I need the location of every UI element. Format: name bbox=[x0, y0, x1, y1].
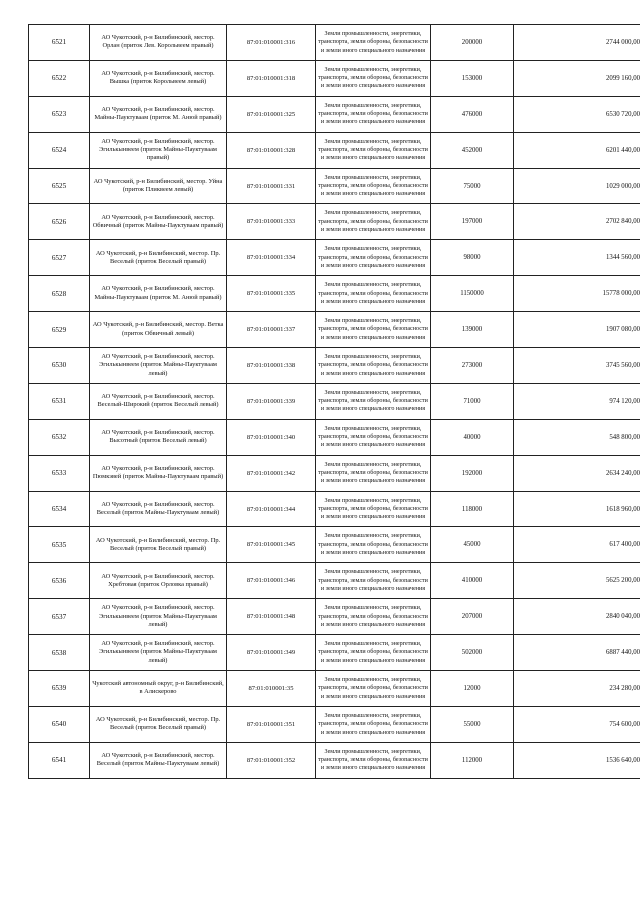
table-row bbox=[29, 204, 640, 240]
cell-category: Земли промышленности, энергетики, транспорта, земли обороны, безопасности и земли иного специального назначения bbox=[318, 425, 428, 449]
area-cell bbox=[431, 706, 514, 742]
land-category-cell bbox=[316, 527, 431, 563]
area-cell bbox=[431, 563, 514, 599]
cadastral-number-cell bbox=[227, 276, 316, 312]
location-cell bbox=[90, 742, 227, 778]
cell-cadastral: 87:01:010001:346 bbox=[246, 577, 296, 585]
cell-location: АО Чукотский, р-н Билибинский, местор. Хребтовая (приток Орловка правый) bbox=[101, 572, 215, 588]
land-category-cell bbox=[316, 96, 431, 132]
cadastral-value-cell bbox=[514, 276, 640, 312]
cell-area: 197000 bbox=[461, 218, 483, 226]
cadastral-number-cell bbox=[227, 419, 316, 455]
cell-location: АО Чукотский, р-н Билибинский, местор. Веселый (приток Майны-Пауктуваам левый) bbox=[96, 752, 220, 768]
cell-category: Земли промышленности, энергетики, транспорта, земли обороны, безопасности и земли иного специального назначения bbox=[318, 605, 428, 628]
cell-cadastral: 87:01:010001:348 bbox=[246, 613, 296, 621]
cell-value: 2840 040,00 bbox=[606, 613, 640, 621]
cell-cadastral: 87:01:010001:328 bbox=[246, 146, 296, 154]
cell-value: 1344 560,00 bbox=[606, 254, 640, 262]
row-number bbox=[29, 60, 90, 96]
cell-value: 2099 160,00 bbox=[606, 74, 640, 82]
location-cell bbox=[90, 563, 227, 599]
area-cell bbox=[431, 742, 514, 778]
area-cell bbox=[431, 599, 514, 635]
location-cell bbox=[90, 348, 227, 384]
cell-cadastral: 87:01:010001:316 bbox=[246, 38, 296, 46]
location-cell bbox=[90, 312, 227, 348]
cell-value: 1618 960,00 bbox=[606, 505, 640, 513]
cell-area: 452000 bbox=[461, 146, 483, 154]
cell-cadastral: 87:01:010001:333 bbox=[246, 218, 296, 226]
cadastral-number-cell bbox=[227, 671, 316, 707]
cell-value: 6887 440,00 bbox=[606, 649, 640, 657]
row-number bbox=[29, 204, 90, 240]
cell-cadastral: 87:01:010001:349 bbox=[246, 649, 296, 657]
table-row bbox=[29, 25, 640, 61]
area-cell bbox=[431, 635, 514, 671]
cell-location: АО Чукотский, р-н Билибинский, местор. Эгилькынвеем (приток Майны-Пауктуваам левый) bbox=[99, 640, 217, 664]
cell-area: 12000 bbox=[463, 684, 481, 692]
area-cell bbox=[431, 96, 514, 132]
cadastral-number-cell bbox=[227, 312, 316, 348]
cell-category: Земли промышленности, энергетики, транспорта, земли обороны, безопасности и земли иного специального назначения bbox=[318, 318, 428, 341]
cell-category: Земли промышленности, энергетики, транспорта, земли обороны, безопасности и земли иного специального назначения bbox=[318, 210, 428, 234]
row-number bbox=[29, 312, 90, 348]
table-row bbox=[29, 240, 640, 276]
land-category-cell bbox=[316, 348, 431, 384]
cell-location: АО Чукотский, р-н Билибинский, местор. Пр. Веселый (приток Веселый правый) bbox=[95, 249, 221, 265]
cell-value: 2634 240,00 bbox=[606, 469, 640, 477]
cell-value: 5625 200,00 bbox=[606, 577, 640, 585]
land-category-cell bbox=[316, 706, 431, 742]
land-category-cell bbox=[316, 60, 431, 96]
cell-area: 502000 bbox=[461, 649, 483, 657]
cadastral-value-cell bbox=[514, 383, 640, 419]
location-cell bbox=[90, 383, 227, 419]
cadastral-value-cell bbox=[514, 25, 640, 61]
cell-area: 40000 bbox=[463, 433, 481, 441]
table-row bbox=[29, 491, 640, 527]
cell-num: 6537 bbox=[51, 612, 67, 621]
cadastral-number-cell bbox=[227, 563, 316, 599]
table-row bbox=[29, 132, 640, 168]
cadastral-value-cell bbox=[514, 527, 640, 563]
cell-area: 75000 bbox=[463, 182, 481, 190]
location-cell bbox=[90, 599, 227, 635]
cadastral-number-cell bbox=[227, 168, 316, 204]
row-number bbox=[29, 671, 90, 707]
cadastral-number-cell bbox=[227, 706, 316, 742]
cadastral-number-cell bbox=[227, 599, 316, 635]
row-number bbox=[29, 348, 90, 384]
cell-value: 2702 840,00 bbox=[606, 218, 640, 226]
cell-category: Земли промышленности, энергетики, транспорта, земли обороны, безопасности и земли иного специального назначения bbox=[318, 246, 428, 269]
area-cell bbox=[431, 25, 514, 61]
cell-value: 15778 000,00 bbox=[602, 290, 640, 298]
cell-value: 3745 560,00 bbox=[606, 361, 640, 369]
cell-location: АО Чукотский, р-н Билибинский, местор. Майны-Пауктуваам (приток М. Анюй правый) bbox=[94, 106, 222, 122]
cell-value: 548 800,00 bbox=[609, 433, 640, 441]
cadastral-value-cell bbox=[514, 742, 640, 778]
cell-location: АО Чукотский, р-н Билибинский, местор. Вышка (приток Корольвеем левый) bbox=[101, 70, 215, 86]
row-number bbox=[29, 419, 90, 455]
land-category-cell bbox=[316, 635, 431, 671]
cell-num: 6524 bbox=[51, 146, 67, 155]
row-number bbox=[29, 455, 90, 491]
row-number bbox=[29, 742, 90, 778]
cell-area: 410000 bbox=[461, 577, 483, 585]
area-cell bbox=[431, 455, 514, 491]
table-row bbox=[29, 742, 640, 778]
cell-value: 2744 000,00 bbox=[606, 38, 640, 46]
cell-cadastral: 87:01:010001:337 bbox=[246, 326, 296, 334]
cell-cadastral: 87:01:010001:352 bbox=[246, 756, 296, 764]
cadastral-number-cell bbox=[227, 96, 316, 132]
cell-num: 6538 bbox=[51, 648, 67, 657]
cadastral-value-cell bbox=[514, 204, 640, 240]
cadastral-value-cell bbox=[514, 563, 640, 599]
cadastral-number-cell bbox=[227, 204, 316, 240]
land-category-cell bbox=[316, 25, 431, 61]
cell-location: АО Чукотский, р-н Билибинский, местор. Веселый (приток Майны-Пауктуваам левый) bbox=[96, 500, 220, 517]
cell-num: 6526 bbox=[51, 217, 67, 226]
land-category-cell bbox=[316, 132, 431, 168]
land-category-cell bbox=[316, 491, 431, 527]
location-cell bbox=[90, 60, 227, 96]
land-category-cell bbox=[316, 204, 431, 240]
table-row bbox=[29, 527, 640, 563]
location-cell bbox=[90, 671, 227, 707]
cell-category: Земли промышленности, энергетики, транспорта, земли обороны, безопасности и земли иного специального назначения bbox=[318, 569, 428, 592]
cell-value: 974 120,00 bbox=[609, 397, 640, 405]
cell-location: АО Чукотский, р-н Билибинский, местор. Веселый-Широкий (приток Веселый левый) bbox=[97, 393, 219, 409]
cadastral-value-cell bbox=[514, 132, 640, 168]
cell-num: 6529 bbox=[51, 325, 67, 334]
cadastral-number-cell bbox=[227, 348, 316, 384]
row-number bbox=[29, 132, 90, 168]
row-number bbox=[29, 491, 90, 527]
cadastral-value-cell bbox=[514, 240, 640, 276]
cell-num: 6530 bbox=[51, 361, 67, 370]
table-row bbox=[29, 276, 640, 312]
row-number bbox=[29, 599, 90, 635]
cadastral-value-cell bbox=[514, 635, 640, 671]
cell-num: 6533 bbox=[51, 469, 67, 478]
location-cell bbox=[90, 706, 227, 742]
cell-location: Чукотский автономный округ, р-н Билибинский, в Алискерово bbox=[92, 680, 224, 696]
location-cell bbox=[90, 132, 227, 168]
row-number bbox=[29, 527, 90, 563]
table-body bbox=[29, 25, 640, 779]
area-cell bbox=[431, 240, 514, 276]
cell-cadastral: 87:01:010001:338 bbox=[246, 361, 296, 369]
cadastral-number-cell bbox=[227, 25, 316, 61]
area-cell bbox=[431, 60, 514, 96]
land-registry-table bbox=[28, 24, 640, 779]
land-category-cell bbox=[316, 742, 431, 778]
cell-area: 1150000 bbox=[460, 290, 484, 298]
land-category-cell bbox=[316, 383, 431, 419]
location-cell bbox=[90, 240, 227, 276]
cell-location: АО Чукотский, р-н Билибинский, местор. Высотный (приток Веселый левый) bbox=[101, 429, 215, 445]
cell-num: 6531 bbox=[51, 397, 67, 406]
table-row bbox=[29, 706, 640, 742]
cell-value: 6530 720,00 bbox=[606, 110, 640, 118]
land-category-cell bbox=[316, 563, 431, 599]
cell-location: АО Чукотский, р-н Билибинский, местор. Пр. Веселый (приток Веселый правый) bbox=[95, 536, 221, 552]
cell-num: 6534 bbox=[51, 505, 67, 514]
cell-value: 617 400,00 bbox=[609, 541, 640, 549]
land-category-cell bbox=[316, 276, 431, 312]
cell-category: Земли промышленности, энергетики, транспорта, земли обороны, безопасности и земли иного специального назначения bbox=[318, 389, 428, 413]
cell-category: Земли промышленности, энергетики, транспорта, земли обороны, безопасности и земли иного специального назначения bbox=[318, 102, 428, 126]
cell-category: Земли промышленности, энергетики, транспорта, земли обороны, безопасности и земли иного специального назначения bbox=[318, 66, 428, 90]
cell-category: Земли промышленности, энергетики, транспорта, земли обороны, безопасности и земли иного специального назначения bbox=[318, 677, 428, 700]
row-number bbox=[29, 168, 90, 204]
cell-area: 200000 bbox=[461, 38, 483, 46]
cell-area: 112000 bbox=[461, 756, 483, 764]
cell-category: Земли промышленности, энергетики, транспорта, земли обороны, безопасности и земли иного специального назначения bbox=[318, 138, 428, 162]
cell-cadastral: 87:01:010001:345 bbox=[246, 541, 296, 549]
cadastral-number-cell bbox=[227, 527, 316, 563]
cell-value: 1029 000,00 bbox=[606, 182, 640, 190]
row-number bbox=[29, 635, 90, 671]
table-row bbox=[29, 455, 640, 491]
cadastral-value-cell bbox=[514, 419, 640, 455]
cell-area: 55000 bbox=[463, 720, 481, 728]
location-cell bbox=[90, 419, 227, 455]
table-row bbox=[29, 312, 640, 348]
area-cell bbox=[431, 419, 514, 455]
cadastral-number-cell bbox=[227, 383, 316, 419]
table-row bbox=[29, 60, 640, 96]
land-category-cell bbox=[316, 240, 431, 276]
cell-num: 6523 bbox=[51, 110, 67, 119]
cell-category: Земли промышленности, энергетики, транспорта, земли обороны, безопасности и земли иного специального назначения bbox=[318, 174, 428, 198]
cell-category: Земли промышленности, энергетики, транспорта, земли обороны, безопасности и земли иного специального назначения bbox=[318, 748, 428, 772]
location-cell bbox=[90, 455, 227, 491]
cell-area: 139000 bbox=[461, 326, 483, 334]
location-cell bbox=[90, 276, 227, 312]
location-cell bbox=[90, 96, 227, 132]
cell-num: 6540 bbox=[51, 720, 67, 729]
cell-cadastral: 87:01:010001:325 bbox=[246, 110, 296, 118]
table-row bbox=[29, 383, 640, 419]
cell-value: 1536 640,00 bbox=[606, 756, 640, 764]
cell-num: 6527 bbox=[51, 253, 67, 262]
cell-cadastral: 87:01:010001:340 bbox=[246, 433, 296, 441]
cell-category: Земли промышленности, энергетики, транспорта, земли обороны, безопасности и земли иного специального назначения bbox=[318, 533, 428, 557]
cell-category: Земли промышленности, энергетики, транспорта, земли обороны, безопасности и земли иного специального назначения bbox=[318, 641, 428, 664]
cell-category: Земли промышленности, энергетики, транспорта, земли обороны, безопасности и земли иного специального назначения bbox=[318, 712, 428, 736]
cadastral-value-cell bbox=[514, 60, 640, 96]
cadastral-value-cell bbox=[514, 455, 640, 491]
cell-category: Земли промышленности, энергетики, транспорта, земли обороны, безопасности и земли иного специального назначения bbox=[318, 30, 428, 54]
cell-location: АО Чукотский, р-н Билибинский, местор. Ветка (приток Обвичный левый) bbox=[92, 321, 224, 337]
cell-cadastral: 87:01:010001:318 bbox=[246, 74, 296, 82]
row-number bbox=[29, 276, 90, 312]
table-row bbox=[29, 348, 640, 384]
cell-cadastral: 87:01:010001:335 bbox=[246, 290, 296, 298]
area-cell bbox=[431, 491, 514, 527]
table-row bbox=[29, 599, 640, 635]
cell-area: 45000 bbox=[463, 541, 481, 549]
cadastral-number-cell bbox=[227, 491, 316, 527]
cadastral-value-cell bbox=[514, 96, 640, 132]
cell-area: 207000 bbox=[461, 613, 483, 621]
cell-cadastral: 87:01:010001:344 bbox=[246, 505, 296, 513]
cell-num: 6521 bbox=[51, 38, 67, 47]
cell-location: АО Чукотский, р-н Билибинский, местор. Пюмкэвей (приток Майны-Пауктуваам правый) bbox=[92, 464, 224, 481]
cell-value: 234 280,00 bbox=[609, 684, 640, 692]
cell-num: 6522 bbox=[51, 74, 67, 83]
location-cell bbox=[90, 527, 227, 563]
cadastral-number-cell bbox=[227, 240, 316, 276]
cadastral-value-cell bbox=[514, 671, 640, 707]
cadastral-number-cell bbox=[227, 635, 316, 671]
cell-cadastral: 87:01:010001:35 bbox=[248, 684, 294, 692]
area-cell bbox=[431, 312, 514, 348]
area-cell bbox=[431, 132, 514, 168]
table-row bbox=[29, 96, 640, 132]
cell-location: АО Чукотский, р-н Билибинский, местор. Майны-Пауктуваам (приток М. Анюй правый) bbox=[94, 285, 222, 301]
cell-area: 153000 bbox=[461, 74, 483, 82]
cell-cadastral: 87:01:010001:339 bbox=[246, 397, 296, 405]
cadastral-number-cell bbox=[227, 742, 316, 778]
cell-value: 1907 080,00 bbox=[606, 326, 640, 334]
cell-area: 118000 bbox=[461, 505, 483, 513]
land-category-cell bbox=[316, 312, 431, 348]
area-cell bbox=[431, 671, 514, 707]
area-cell bbox=[431, 168, 514, 204]
cadastral-number-cell bbox=[227, 60, 316, 96]
cell-category: Земли промышленности, энергетики, транспорта, земли обороны, безопасности и земли иного специального назначения bbox=[318, 354, 428, 377]
cell-category: Земли промышленности, энергетики, транспорта, земли обороны, безопасности и земли иного специального назначения bbox=[318, 282, 428, 305]
location-cell bbox=[90, 25, 227, 61]
table-row bbox=[29, 168, 640, 204]
row-number bbox=[29, 383, 90, 419]
cell-area: 476000 bbox=[461, 110, 483, 118]
area-cell bbox=[431, 276, 514, 312]
cadastral-number-cell bbox=[227, 455, 316, 491]
land-category-cell bbox=[316, 599, 431, 635]
row-number bbox=[29, 563, 90, 599]
area-cell bbox=[431, 204, 514, 240]
cell-num: 6536 bbox=[51, 576, 67, 585]
row-number bbox=[29, 240, 90, 276]
cell-num: 6532 bbox=[51, 433, 67, 442]
land-category-cell bbox=[316, 168, 431, 204]
cell-cadastral: 87:01:010001:334 bbox=[246, 254, 296, 262]
cell-location: АО Чукотский, р-н Билибинский, местор. Эгилькынвеем (приток Майны-Пауктуваам левый) bbox=[99, 604, 217, 628]
cell-location: АО Чукотский, р-н Билибинский, местор. Орлан (приток Лев. Корольвеем правый) bbox=[101, 34, 215, 50]
cell-category: Земли промышленности, энергетики, транспорта, земли обороны, безопасности и земли иного специального назначения bbox=[318, 461, 428, 485]
area-cell bbox=[431, 348, 514, 384]
cadastral-value-cell bbox=[514, 168, 640, 204]
cell-location: АО Чукотский, р-н Билибинский, местор. Обвичный (приток Майны-Пауктуваам правый) bbox=[92, 213, 224, 229]
row-number bbox=[29, 96, 90, 132]
cadastral-value-cell bbox=[514, 348, 640, 384]
cell-num: 6539 bbox=[51, 684, 67, 693]
table-row bbox=[29, 419, 640, 455]
cell-location: АО Чукотский, р-н Билибинский, местор. Уйна (приток Пликвеем левый) bbox=[93, 177, 223, 193]
cadastral-value-cell bbox=[514, 599, 640, 635]
location-cell bbox=[90, 635, 227, 671]
cell-value: 754 600,00 bbox=[609, 720, 640, 728]
cell-area: 192000 bbox=[461, 469, 483, 477]
area-cell bbox=[431, 527, 514, 563]
cell-value: 6201 440,00 bbox=[606, 146, 640, 154]
cell-num: 6535 bbox=[51, 540, 67, 549]
location-cell bbox=[90, 204, 227, 240]
cell-cadastral: 87:01:010001:342 bbox=[246, 469, 296, 477]
cadastral-value-cell bbox=[514, 312, 640, 348]
location-cell bbox=[90, 168, 227, 204]
row-number bbox=[29, 706, 90, 742]
table-row bbox=[29, 671, 640, 707]
cell-num: 6525 bbox=[51, 182, 67, 190]
cell-area: 273000 bbox=[461, 361, 483, 369]
table-row bbox=[29, 635, 640, 671]
location-cell bbox=[90, 491, 227, 527]
cadastral-value-cell bbox=[514, 706, 640, 742]
cell-area: 71000 bbox=[463, 397, 481, 405]
cell-area: 98000 bbox=[463, 254, 481, 262]
land-category-cell bbox=[316, 455, 431, 491]
land-category-cell bbox=[316, 671, 431, 707]
area-cell bbox=[431, 383, 514, 419]
table-row bbox=[29, 563, 640, 599]
cell-location: АО Чукотский, р-н Билибинский, местор. Пр. Веселый (приток Веселый правый) bbox=[95, 716, 221, 732]
cell-num: 6541 bbox=[51, 756, 67, 765]
cadastral-value-cell bbox=[514, 491, 640, 527]
cell-location: АО Чукотский, р-н Билибинский, местор. Эгилькынвеем (приток Майны-Пауктуваам левый) bbox=[99, 353, 217, 377]
cell-category: Земли промышленности, энергетики, транспорта, земли обороны, безопасности и земли иного специального назначения bbox=[318, 497, 428, 521]
cadastral-number-cell bbox=[227, 132, 316, 168]
cell-num: 6528 bbox=[51, 289, 67, 298]
document-page bbox=[28, 24, 640, 779]
cell-cadastral: 87:01:010001:331 bbox=[246, 182, 296, 190]
cell-cadastral: 87:01:010001:351 bbox=[246, 720, 296, 728]
land-category-cell bbox=[316, 419, 431, 455]
row-number bbox=[29, 25, 90, 61]
cell-location: АО Чукотский, р-н Билибинский, местор. Эгилькынвеем (приток Майны-Пауктуваам правый) bbox=[99, 137, 217, 162]
